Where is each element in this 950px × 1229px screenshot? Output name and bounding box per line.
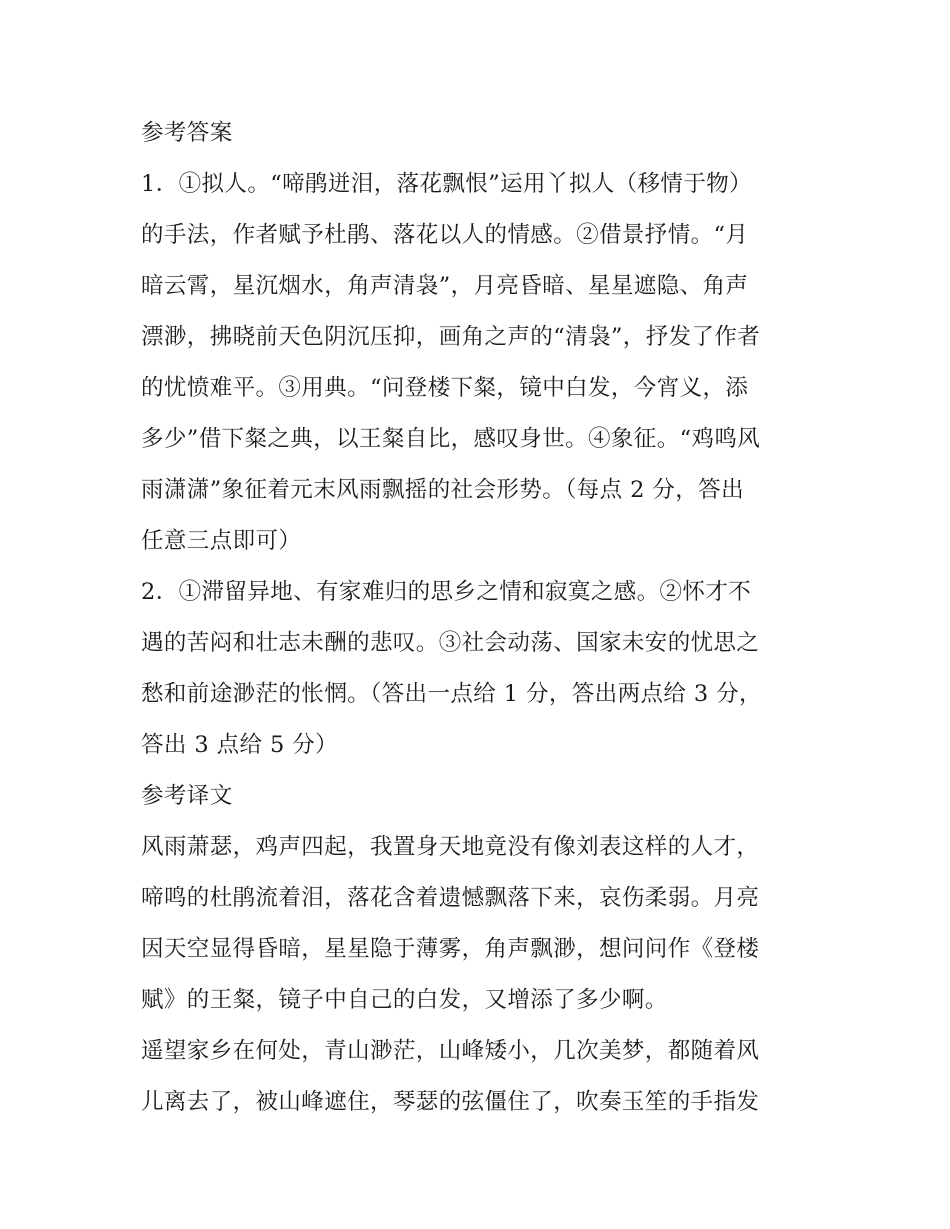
- answer-1-line: 1．①拟人。“啼鹃迸泪，落花飘恨”运用丫拟人（移情于物）: [141, 171, 753, 197]
- translation-line: 儿离去了，被山峰遮住，琴瑟的弦僵住了，吹奏玉笙的手指发: [141, 1089, 760, 1115]
- translation-line: 风雨萧瑟，鸡声四起，我置身天地竟没有像刘表这样的人才，: [141, 834, 760, 860]
- answer-1-line: 的手法，作者赋予杜鹃、落花以人的情感。②借景抒情。“月: [141, 222, 749, 248]
- translation-line: 遥望家乡在何处，青山渺茫，山峰矮小，几次美梦，都随着风: [141, 1038, 760, 1064]
- answer-1-line: 漂渺，拂晓前天色阴沉压抑，画角之声的“清袅”，抒发了作者: [141, 324, 761, 350]
- answer-2-line: 答出 3 点给 5 分）: [141, 732, 339, 758]
- answer-1-line: 暗云霄，星沉烟水，角声清袅”，月亮昏暗、星星遮隐、角声: [141, 273, 749, 299]
- answer-1-line: 多少”借下粲之典，以王粲自比，感叹身世。④象征。“鸡鸣风: [141, 426, 761, 452]
- answer-2-line: 2．①滞留异地、有家难归的思乡之情和寂寞之感。②怀才不: [141, 579, 752, 605]
- section-heading-answers: 参考答案: [141, 120, 233, 146]
- translation-line: 啼鸣的杜鹃流着泪，落花含着遗憾飘落下来，哀伤柔弱。月亮: [141, 885, 760, 911]
- answer-2-line: 遇的苦闷和壮志未酬的悲叹。③社会动荡、国家未安的忧思之: [141, 630, 760, 656]
- translation-line: 因天空显得昏暗，星星隐于薄雾，角声飘渺，想问问作《登楼: [141, 936, 760, 962]
- answer-1-line: 的忧愤难平。③用典。“问登楼下粲，镜中白发，今宵义，添: [141, 375, 749, 401]
- answer-1-line: 任意三点即可）: [141, 528, 302, 554]
- translation-line: 赋》的王粲，镜子中自己的白发，又增添了多少啊。: [141, 987, 668, 1013]
- document-body: [141, 108, 821, 1128]
- answer-1-line: 雨潇潇”象征着元末风雨飘摇的社会形势。（每点 2 分，答出: [141, 477, 744, 503]
- answer-2-line: 愁和前途渺茫的怅惘。（答出一点给 1 分，答出两点给 3 分，: [141, 681, 762, 707]
- section-heading-translation: 参考译文: [141, 783, 233, 809]
